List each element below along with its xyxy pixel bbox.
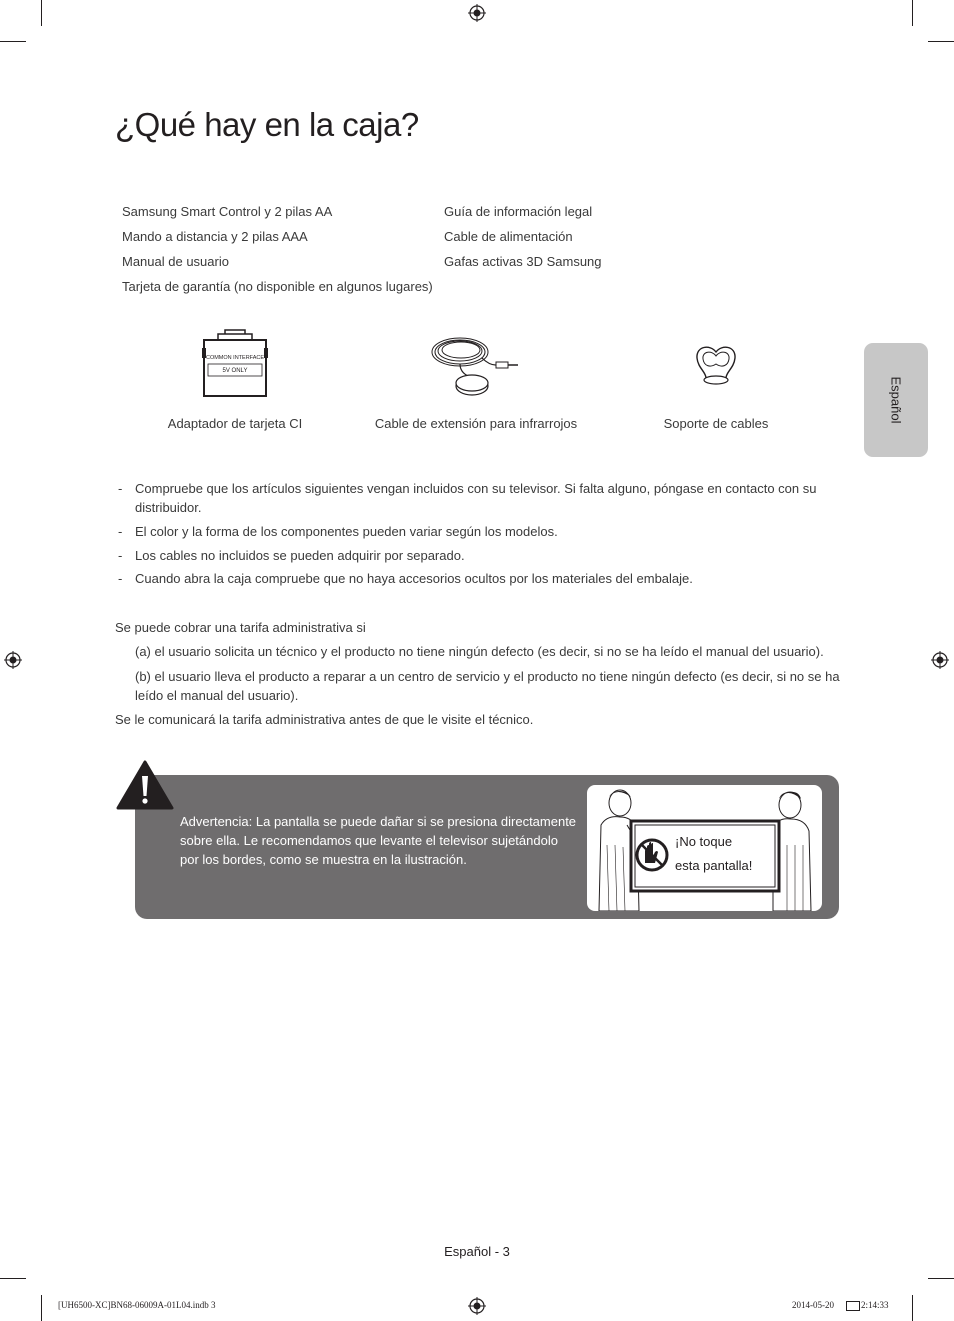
accessory-label: Soporte de cables bbox=[663, 416, 769, 431]
language-side-tab bbox=[864, 343, 928, 457]
ci-card-adapter-icon bbox=[198, 328, 272, 400]
note-text: Compruebe que los artículos siguientes vengan incluidos con su televisor. Si falta alguno, póngase en contacto con su distribuidor. bbox=[135, 481, 817, 515]
note-item bbox=[118, 479, 838, 517]
note-text: El color y la forma de los componentes pueden variar según los modelos. bbox=[135, 524, 558, 539]
print-date: 2014-05-20 bbox=[792, 1300, 834, 1310]
contents-item: Guía de información legal bbox=[444, 204, 593, 219]
contents-item: Gafas activas 3D Samsung bbox=[444, 254, 602, 269]
contents-item: Cable de alimentación bbox=[444, 229, 573, 244]
registration-mark-icon bbox=[4, 651, 22, 669]
note-text: Los cables no incluidos se pueden adquirir por separado. bbox=[135, 548, 465, 563]
note-item bbox=[118, 546, 838, 565]
contents-item: Tarjeta de garantía (no disponible en algunos lugares) bbox=[122, 279, 433, 294]
note-item bbox=[118, 569, 838, 588]
print-box-glyph bbox=[846, 1301, 860, 1311]
fee-intro: Se puede cobrar una tarifa administrativa si bbox=[115, 620, 366, 635]
warning-text bbox=[180, 812, 580, 869]
print-time: 2:14:33 bbox=[861, 1300, 889, 1310]
accessory-label: Adaptador de tarjeta CI bbox=[167, 416, 303, 431]
note-dash: - bbox=[118, 571, 123, 586]
crop-mark bbox=[928, 41, 954, 42]
crop-mark bbox=[912, 1295, 913, 1321]
ci-card-line2: 5V ONLY bbox=[222, 368, 248, 374]
crop-mark bbox=[41, 1295, 42, 1321]
side-tab-label: Español bbox=[888, 376, 904, 424]
fee-condition-b: (b) el usuario lleva el producto a reparar a un centro de servicio y el producto no tiene ningún defecto (es decir, si no se ha leído el manual del usuario). bbox=[135, 669, 840, 703]
registration-mark-icon bbox=[468, 4, 486, 22]
warning-label: Advertencia bbox=[180, 814, 249, 829]
registration-mark-icon bbox=[468, 1297, 486, 1315]
crop-mark bbox=[928, 1278, 954, 1279]
warning-triangle-icon bbox=[116, 760, 174, 810]
ci-card-line1: COMMON INTERFACE bbox=[205, 355, 265, 361]
note-item bbox=[118, 522, 838, 541]
crop-mark bbox=[0, 1278, 26, 1279]
contents-item: Mando a distancia y 2 pilas AAA bbox=[122, 229, 308, 244]
note-text: Cuando abra la caja compruebe que no haya accesorios ocultos por los materiales del embalaje. bbox=[135, 571, 693, 586]
accessory-label: Cable de extensión para infrarrojos bbox=[374, 416, 578, 431]
screen-message-line1: ¡No toque bbox=[675, 834, 733, 849]
page-title: ¿Qué hay en la caja? bbox=[115, 106, 419, 143]
fee-outro: Se le comunicará la tarifa administrativa antes de que le visite el técnico. bbox=[115, 712, 534, 727]
screen-message-line2: esta pantalla! bbox=[675, 858, 753, 873]
cable-holder-icon bbox=[692, 342, 740, 388]
crop-mark bbox=[0, 41, 26, 42]
note-dash: - bbox=[118, 524, 123, 539]
crop-mark bbox=[912, 0, 913, 26]
warning-body: : La pantalla se puede dañar si se presiona directamente sobre ella. Le recomendamos que levante el televisor sujetándolo por los bordes, como se muestra en la ilustración. bbox=[180, 814, 577, 867]
note-dash: - bbox=[118, 548, 123, 563]
registration-mark-icon bbox=[931, 651, 949, 669]
contents-item: Manual de usuario bbox=[122, 254, 229, 269]
crop-mark bbox=[41, 0, 42, 26]
do-not-touch-screen-illustration bbox=[587, 785, 822, 911]
ir-extension-cable-icon bbox=[430, 330, 522, 398]
note-dash: - bbox=[118, 481, 123, 496]
contents-item: Samsung Smart Control y 2 pilas AA bbox=[122, 204, 333, 219]
people-carrying-tv-icon bbox=[587, 785, 822, 911]
page-footer: Español - 3 bbox=[444, 1244, 510, 1259]
fee-condition-a: (a) el usuario solicita un técnico y el producto no tiene ningún defecto (es decir, si no se ha leído el manual del usuario). bbox=[135, 644, 824, 659]
print-file-info: [UH6500-XC]BN68-06009A-01L04.indb 3 bbox=[58, 1300, 216, 1310]
